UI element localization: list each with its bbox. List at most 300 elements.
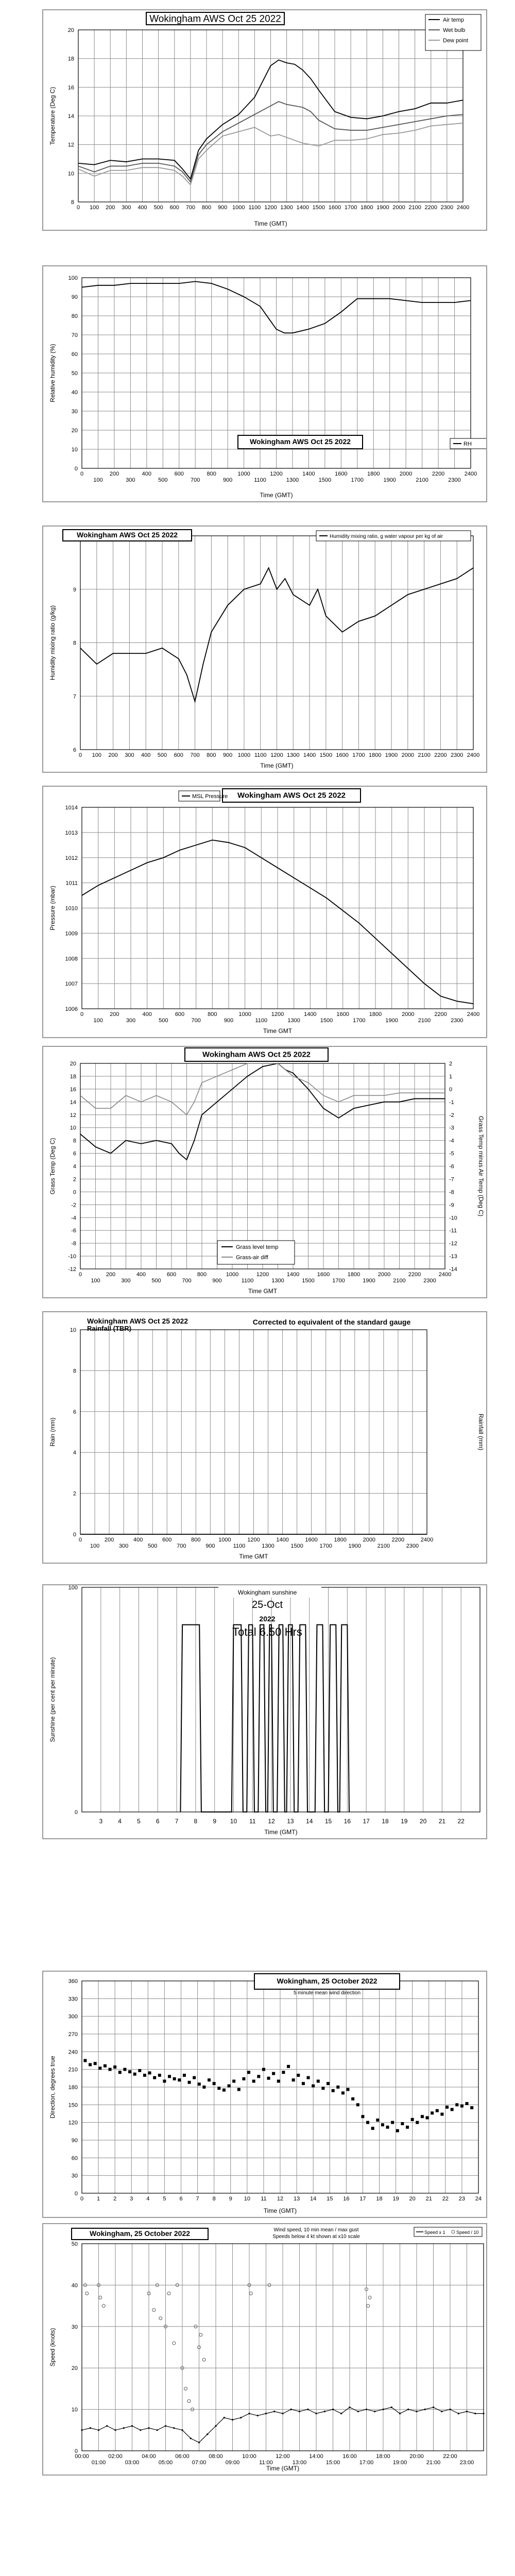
x-tick-label: 1000 — [238, 1011, 251, 1018]
y-tick-label: 2 — [73, 1490, 76, 1497]
x-tick-label: 1200 — [271, 1011, 284, 1018]
y-tick-label: 0 — [74, 2448, 78, 2454]
y-tick-label: 40 — [71, 2282, 78, 2289]
x-tick-label: 2400 — [464, 471, 477, 477]
x-tick-label: 300 — [126, 477, 135, 483]
data-point — [202, 2086, 205, 2089]
x-tick-label: 6 — [156, 1818, 160, 1825]
winddir-grid — [82, 1981, 478, 2193]
x-tick-label: 3 — [99, 1818, 103, 1825]
data-point — [104, 2064, 107, 2067]
x-tick-label: 2200 — [432, 471, 445, 477]
y-tick-label: 1011 — [65, 880, 78, 887]
data-point — [431, 2111, 434, 2114]
x-tick-label: 13 — [287, 1818, 294, 1825]
y-tick-label: 270 — [68, 2031, 78, 2038]
data-point — [445, 2106, 449, 2109]
x-tick-label: 8 — [212, 2196, 216, 2202]
chart-title: Wokingham, 25 October 2022 — [277, 1977, 377, 1985]
x-tick-label: 1400 — [303, 752, 316, 758]
x-tick-label: 0 — [80, 1011, 84, 1018]
x-tick-label: 1 — [97, 2196, 100, 2202]
x-tick-label: 500 — [151, 1278, 161, 1284]
x-tick-label: 1100 — [254, 477, 266, 483]
x-tick-label: 2100 — [418, 1018, 431, 1024]
x-tick-label: 500 — [157, 752, 167, 758]
x-tick-label: 700 — [191, 1018, 201, 1024]
legend-label: Grass level temp — [236, 1244, 279, 1250]
x-tick-label: 1600 — [336, 1011, 349, 1018]
x-tick-label: 1600 — [305, 1537, 318, 1543]
data-point — [143, 2074, 146, 2077]
y-tick-label: -8 — [71, 1241, 76, 1247]
x-tick-label: 1900 — [385, 752, 398, 758]
x-tick-label: 13 — [293, 2196, 300, 2202]
y-tick-label: 14 — [70, 1099, 76, 1106]
y-tick-label: 12 — [67, 142, 74, 148]
x-tick-label: 1500 — [290, 1543, 303, 1549]
x-tick-label: 600 — [174, 471, 184, 477]
y-tick-label: 30 — [71, 2324, 78, 2330]
x-tick-label: 1800 — [334, 1537, 347, 1543]
x-tick-label: 1400 — [304, 1011, 317, 1018]
x-tick-label: 500 — [148, 1543, 158, 1549]
x-tick-label: 01:00 — [91, 2460, 106, 2466]
data-point — [247, 2071, 250, 2074]
legend-label: Humidity mixing ratio, g water vapour per kg of air — [330, 534, 443, 539]
data-point — [440, 2113, 443, 2116]
x-tick-label: 11 — [261, 2196, 267, 2202]
y-right-tick-label: -4 — [449, 1138, 454, 1144]
x-tick-label: 800 — [197, 1272, 207, 1278]
chart-title: Wokingham AWS Oct 25 2022 — [149, 13, 281, 25]
x-axis-label: Time (GMT) — [263, 2207, 297, 2214]
chart-subtitle: Wind speed, 10 min mean / max gust — [273, 2227, 359, 2233]
y-right-tick-label: -9 — [449, 1202, 454, 1209]
x-tick-label: 2000 — [399, 471, 413, 477]
y-tick-label: -2 — [71, 1202, 76, 1209]
x-axis-label: Time (GMT) — [254, 220, 287, 227]
data-point — [249, 2292, 252, 2295]
data-point — [109, 2068, 112, 2071]
data-point — [391, 2121, 394, 2124]
x-tick-label: 2100 — [393, 1278, 406, 1284]
y-tick-label: 50 — [71, 370, 78, 377]
x-tick-label: 15:00 — [325, 2460, 340, 2466]
legend-label: Grass-air diff — [236, 1255, 268, 1261]
x-tick-label: 900 — [212, 1278, 222, 1284]
y-tick-label: 1013 — [65, 829, 78, 836]
data-point — [94, 2062, 97, 2065]
x-tick-label: 7 — [175, 1818, 179, 1825]
y-tick-label: 20 — [71, 2365, 78, 2372]
y-tick-label: 1010 — [65, 905, 78, 912]
x-tick-label: 06:00 — [175, 2453, 190, 2460]
y-tick-label: 18 — [70, 1073, 76, 1080]
data-point — [128, 2070, 131, 2073]
x-tick-label: 300 — [118, 1543, 129, 1549]
x-tick-label: 1500 — [319, 752, 333, 758]
data-point — [167, 2292, 170, 2295]
winddir-series-0 — [83, 2059, 473, 2132]
x-tick-label: 22:00 — [443, 2453, 457, 2460]
y-tick-label: 8 — [73, 1138, 76, 1144]
x-tick-label: 1800 — [360, 205, 373, 211]
data-point — [85, 2292, 89, 2295]
y-tick-label: 16 — [67, 84, 74, 91]
x-tick-label: 11 — [249, 1818, 256, 1825]
y-tick-label: 10 — [71, 447, 78, 453]
x-tick-label: 1000 — [232, 205, 245, 211]
y-tick-label: 0 — [74, 1809, 78, 1816]
x-tick-label: 300 — [126, 1018, 136, 1024]
y-tick-label: 7 — [73, 693, 76, 700]
x-tick-label: 09:00 — [225, 2460, 240, 2466]
y-tick-label: 0 — [73, 1189, 76, 1196]
y-axis-label: Relative humidity (%) — [49, 344, 56, 402]
data-point — [297, 2074, 300, 2077]
x-tick-label: 9 — [213, 1818, 217, 1825]
x-tick-label: 500 — [153, 205, 163, 211]
data-point — [317, 2080, 320, 2083]
x-tick-label: 1700 — [352, 752, 365, 758]
data-point — [138, 2069, 141, 2072]
x-tick-label: 600 — [162, 1537, 172, 1543]
y-tick-label: 1006 — [65, 1006, 78, 1012]
y-tick-label: 10 — [70, 1125, 76, 1131]
data-point — [242, 2077, 245, 2080]
y-right-tick-label: -13 — [449, 1253, 457, 1260]
x-tick-label: 18:00 — [376, 2453, 390, 2460]
x-tick-label: 1000 — [218, 1537, 231, 1543]
data-point — [118, 2071, 122, 2074]
y-tick-label: 2 — [73, 1176, 76, 1183]
y-tick-label: 12 — [70, 1112, 76, 1118]
data-point — [406, 2126, 409, 2129]
x-tick-label: 17 — [363, 1818, 370, 1825]
y-tick-label: 0 — [74, 466, 78, 472]
x-tick-label: 20:00 — [409, 2453, 424, 2460]
data-point — [89, 2063, 92, 2066]
x-tick-label: 14 — [310, 2196, 317, 2202]
x-axis-label: Time GMT — [239, 1553, 268, 1560]
x-tick-label: 14:00 — [309, 2453, 323, 2460]
data-point — [183, 2074, 186, 2077]
data-point — [158, 2074, 161, 2077]
x-tick-label: 2400 — [420, 1537, 434, 1543]
data-point — [302, 2082, 305, 2085]
y-tick-label: 180 — [68, 2084, 78, 2091]
x-tick-label: 1200 — [270, 471, 283, 477]
data-point — [173, 2342, 176, 2345]
x-tick-label: 1100 — [233, 1543, 246, 1549]
x-tick-label: 20 — [419, 1818, 427, 1825]
y-tick-label: 90 — [71, 294, 78, 300]
y-tick-label: 4 — [73, 1450, 76, 1456]
x-tick-label: 1100 — [254, 752, 267, 758]
y-right-tick-label: 2 — [449, 1061, 453, 1067]
x-tick-label: 2 — [113, 2196, 117, 2202]
y-tick-label: 8 — [73, 640, 76, 647]
chart-title: Wokingham AWS Oct 25 2022 — [76, 531, 178, 539]
x-tick-label: 1900 — [376, 205, 389, 211]
x-tick-label: 1700 — [344, 205, 357, 211]
data-point — [153, 2076, 156, 2079]
y-right-tick-label: -2 — [449, 1112, 454, 1118]
y-tick-label: 60 — [71, 351, 78, 358]
y-tick-label: 16 — [70, 1086, 76, 1093]
data-point — [232, 2080, 235, 2083]
x-tick-label: 22 — [457, 1818, 465, 1825]
y-axis-label: Temperature (Deg C) — [49, 87, 56, 145]
x-tick-label: 19 — [401, 1818, 408, 1825]
x-tick-label: 0 — [78, 1272, 82, 1278]
data-point — [159, 2317, 162, 2320]
x-tick-label: 12:00 — [276, 2453, 290, 2460]
x-tick-label: 17:00 — [359, 2460, 374, 2466]
data-point — [327, 2082, 330, 2085]
x-tick-label: 2400 — [467, 1011, 480, 1018]
x-tick-label: 5 — [137, 1818, 141, 1825]
x-tick-label: 2100 — [418, 752, 431, 758]
data-point — [262, 2068, 265, 2071]
x-tick-label: 19:00 — [392, 2460, 407, 2466]
x-tick-label: 15 — [327, 2196, 333, 2202]
temp-svg — [43, 10, 486, 230]
data-point — [133, 2073, 136, 2076]
y-right-tick-label: -12 — [449, 1241, 457, 1247]
x-tick-label: 100 — [93, 477, 103, 483]
sun-series-0 — [180, 1625, 349, 1812]
x-tick-label: 22 — [442, 2196, 449, 2202]
x-tick-label: 200 — [108, 752, 118, 758]
x-tick-label: 2100 — [408, 205, 421, 211]
x-tick-label: 2200 — [408, 1272, 421, 1278]
y-right-tick-label: 0 — [449, 1086, 453, 1093]
data-point — [470, 2106, 473, 2109]
x-tick-label: 1000 — [226, 1272, 239, 1278]
data-point — [208, 2078, 211, 2081]
y-tick-label: 8 — [73, 1368, 76, 1375]
data-point — [213, 2082, 216, 2085]
chart-total: Total 6.50 Hrs — [232, 1625, 302, 1638]
y-tick-label: 1012 — [65, 855, 78, 861]
x-tick-label: 1800 — [367, 471, 380, 477]
x-tick-label: 1300 — [286, 477, 299, 483]
y-tick-label: 9 — [73, 586, 76, 593]
x-tick-label: 20 — [409, 2196, 416, 2202]
data-point — [332, 2089, 335, 2092]
data-point — [351, 2097, 354, 2100]
x-tick-label: 300 — [125, 752, 134, 758]
x-tick-label: 1400 — [286, 1272, 300, 1278]
x-axis-label: Time GMT — [263, 1027, 293, 1035]
data-point — [217, 2087, 220, 2090]
data-point — [148, 2072, 151, 2075]
data-point — [199, 2333, 202, 2336]
data-point — [102, 2304, 105, 2308]
x-tick-label: 1100 — [255, 1018, 268, 1024]
x-tick-label: 15 — [324, 1818, 332, 1825]
humidity-mixing-ratio-chart-panel — [42, 526, 487, 773]
pressure-svg — [43, 787, 486, 1037]
x-tick-label: 0 — [78, 1537, 82, 1543]
x-tick-label: 2400 — [438, 1272, 452, 1278]
rainfall-chart-panel — [42, 1311, 487, 1564]
x-tick-label: 2000 — [402, 1011, 415, 1018]
data-point — [83, 2059, 87, 2062]
windspeed-grid — [82, 2244, 484, 2451]
x-tick-label: 1800 — [369, 752, 382, 758]
y-tick-label: 1007 — [65, 981, 78, 988]
x-tick-label: 6 — [179, 2196, 183, 2202]
data-point — [184, 2387, 187, 2390]
x-tick-label: 800 — [207, 752, 216, 758]
x-tick-label: 0 — [78, 752, 82, 758]
x-tick-label: 10 — [244, 2196, 250, 2202]
data-point — [376, 2119, 379, 2122]
y-right-tick-label: -8 — [449, 1189, 454, 1196]
y-right-tick-label: 1 — [449, 1073, 453, 1080]
hmr-svg — [43, 527, 486, 772]
data-point — [257, 2075, 260, 2078]
x-tick-label: 1100 — [248, 205, 261, 211]
data-point — [198, 2082, 201, 2086]
sun-svg — [43, 1585, 486, 1838]
data-point — [366, 2121, 369, 2124]
grass-svg — [43, 1047, 486, 1297]
x-tick-label: 1500 — [318, 477, 332, 483]
x-tick-label: 5 — [163, 2196, 166, 2202]
x-tick-label: 2400 — [456, 205, 470, 211]
x-tick-label: 900 — [222, 477, 233, 483]
chart-note: Corrected to equivalent of the standard gauge — [252, 1318, 411, 1326]
y-tick-label: 10 — [67, 171, 74, 177]
x-tick-label: 1700 — [353, 1018, 366, 1024]
x-tick-label: 900 — [224, 1018, 234, 1024]
x-tick-label: 16 — [343, 2196, 350, 2202]
legend-label: Speed x 1 — [424, 2230, 445, 2235]
x-tick-label: 2300 — [406, 1543, 419, 1549]
x-tick-label: 24 — [475, 2196, 482, 2202]
data-point — [307, 2076, 310, 2079]
data-point — [321, 2087, 324, 2090]
x-tick-label: 10:00 — [242, 2453, 256, 2460]
x-tick-label: 1000 — [237, 752, 251, 758]
y-tick-label: -6 — [71, 1228, 76, 1234]
data-point — [193, 2076, 196, 2079]
data-point — [267, 2077, 270, 2080]
x-tick-label: 700 — [190, 752, 200, 758]
winddir-svg — [43, 1972, 486, 2217]
x-tick-label: 1800 — [369, 1011, 382, 1018]
y-tick-label: 240 — [68, 2049, 78, 2056]
data-point — [252, 2080, 255, 2083]
x-tick-label: 1400 — [302, 471, 315, 477]
y-tick-label: 30 — [71, 2173, 78, 2179]
y-tick-label: 150 — [68, 2102, 78, 2109]
data-point — [336, 2086, 339, 2089]
x-tick-label: 100 — [89, 205, 99, 211]
data-point — [451, 2108, 454, 2111]
data-point — [368, 2296, 371, 2299]
x-tick-label: 17 — [359, 2196, 366, 2202]
x-tick-label: 2300 — [448, 477, 461, 483]
x-tick-label: 700 — [182, 1278, 192, 1284]
x-tick-label: 600 — [175, 1011, 185, 1018]
y-tick-label: 360 — [68, 1978, 78, 1985]
y-tick-label: 1014 — [65, 805, 78, 811]
data-point — [460, 2105, 464, 2108]
data-point — [411, 2118, 414, 2121]
data-point — [341, 2091, 345, 2094]
legend-label: Air temp — [443, 17, 464, 23]
legend-label: Speed / 10 — [456, 2230, 479, 2235]
x-tick-label: 9 — [229, 2196, 232, 2202]
data-point — [421, 2115, 424, 2118]
rain-grid — [80, 1330, 427, 1534]
x-tick-label: 1400 — [276, 1537, 289, 1543]
x-tick-label: 03:00 — [125, 2460, 140, 2466]
x-tick-label: 08:00 — [209, 2453, 223, 2460]
x-tick-label: 16 — [344, 1818, 351, 1825]
data-point — [113, 2065, 116, 2069]
chart-title: Wokingham sunshine — [237, 1589, 297, 1596]
windspeed-svg — [43, 2224, 486, 2475]
x-tick-label: 18 — [382, 1818, 389, 1825]
y-tick-label: 210 — [68, 2066, 78, 2073]
x-tick-label: 200 — [106, 1272, 116, 1278]
x-tick-label: 18 — [376, 2196, 383, 2202]
y-axis-label: Humidity mixing ratio (g/kg) — [49, 605, 56, 681]
y-tick-label: 6 — [73, 1150, 76, 1157]
data-point — [396, 2129, 399, 2132]
x-tick-label: 200 — [110, 1011, 119, 1018]
pressure-grid — [82, 807, 473, 1009]
y-right-axis-label: Rainfall (mm) — [477, 1413, 485, 1451]
data-point — [401, 2122, 404, 2125]
x-tick-label: 10 — [230, 1818, 237, 1825]
plot-frame — [82, 1587, 480, 1812]
rain-svg — [43, 1312, 486, 1563]
y-axis-label: Sunshine (per cent per minute) — [49, 1657, 56, 1742]
x-tick-label: 800 — [191, 1537, 201, 1543]
x-tick-label: 1900 — [383, 477, 396, 483]
data-point — [416, 2121, 419, 2124]
data-point — [237, 2088, 241, 2091]
x-axis-label: Time (GMT) — [260, 492, 293, 499]
y-tick-label: 100 — [68, 1585, 78, 1591]
x-tick-label: 1900 — [385, 1018, 398, 1024]
x-axis-label: Time (GMT) — [266, 2465, 300, 2472]
data-point — [292, 2078, 295, 2081]
x-tick-label: 800 — [208, 1011, 217, 1018]
x-tick-label: 200 — [106, 205, 115, 211]
x-tick-label: 200 — [104, 1537, 114, 1543]
x-tick-label: 1500 — [302, 1278, 315, 1284]
x-tick-label: 400 — [141, 752, 151, 758]
rh-svg — [43, 266, 486, 501]
x-tick-label: 200 — [109, 471, 119, 477]
windspeed-series-1 — [84, 2283, 372, 2411]
x-tick-label: 2000 — [392, 205, 405, 211]
x-tick-label: 500 — [159, 1018, 168, 1024]
y-tick-label: -4 — [71, 1215, 76, 1222]
y-right-tick-label: -3 — [449, 1125, 454, 1131]
x-tick-label: 19 — [392, 2196, 399, 2202]
x-tick-label: 800 — [207, 471, 216, 477]
x-tick-label: 21:00 — [426, 2460, 441, 2466]
